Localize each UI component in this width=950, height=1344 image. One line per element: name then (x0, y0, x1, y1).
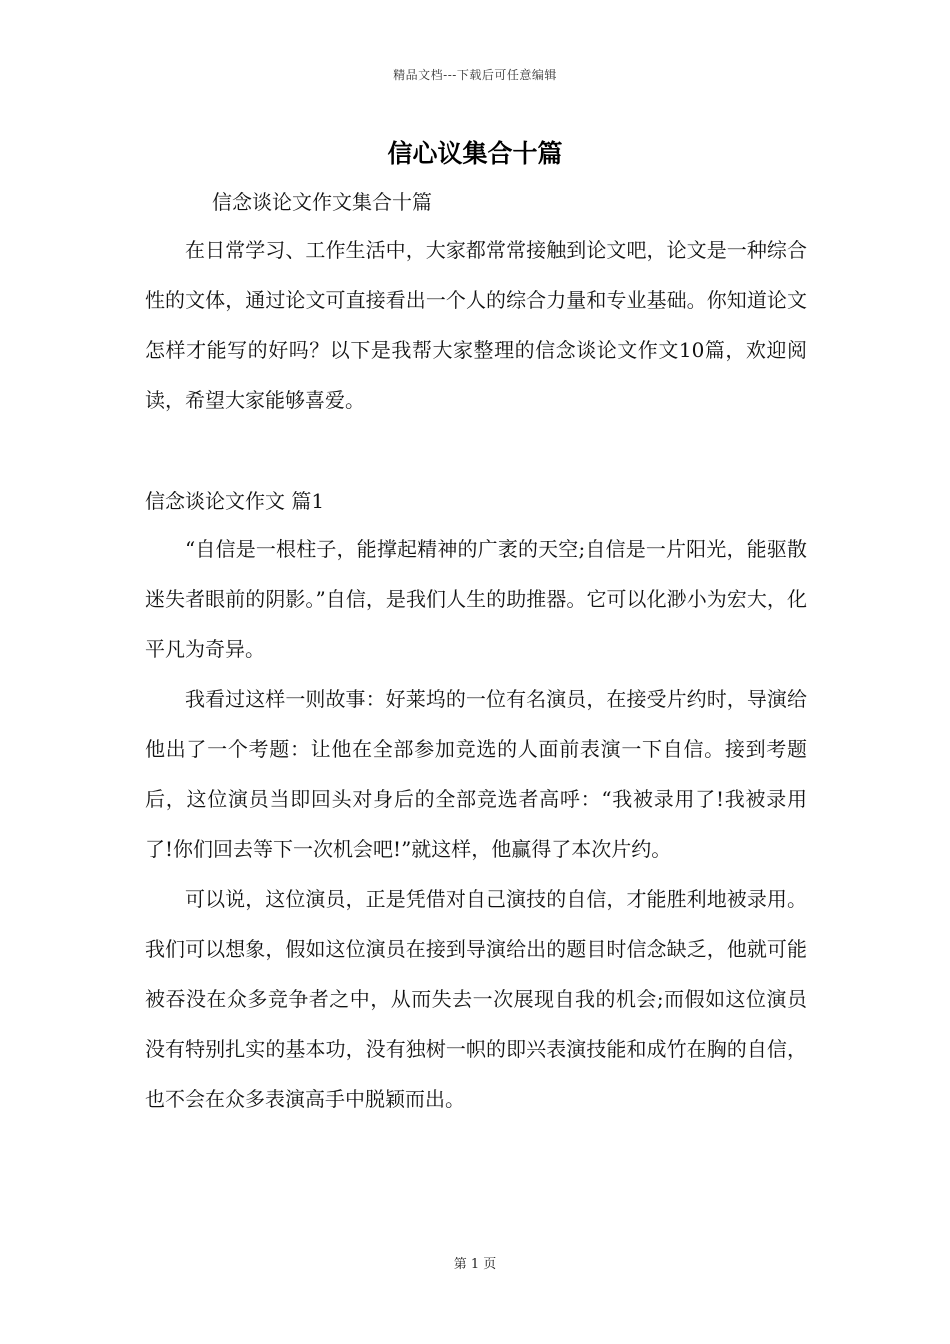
body-paragraph-1: “自信是一根柱子，能撑起精神的广袤的天空;自信是一片阳光，能驱散迷失者眼前的阴影。”自信，是我们人生的助推器。它可以化渺小为宏大，化平凡为奇异。 (145, 537, 807, 661)
document-title: 信心议集合十篇 (387, 139, 563, 168)
page-number: 第 1 页 (453, 1257, 497, 1272)
body-text (145, 524, 807, 1124)
intro-paragraph: 在日常学习、工作生活中，大家都常常接触到论文吧，论文是一种综合性的文体，通过论文可直接看出一个人的综合力量和专业基础。你知道论文怎样才能写的好吗？以下是我帮大家整理的信念谈论文作文10篇，欢迎阅读，希望大家能够喜爱。 (145, 238, 807, 412)
document-subtitle: 信念谈论文作文集合十篇 (212, 190, 432, 214)
page-header: 精品文档---下载后可任意编辑 (393, 68, 557, 82)
body-paragraph-3: 可以说，这位演员，正是凭借对自己演技的自信，才能胜利地被录用。我们可以想象，假如这位演员在接到导演给出的题目时信念缺乏，他就可能被吞没在众多竞争者之中，从而失去一次展现自我的机会;而假如这位演员没有特别扎实的基本功，没有独树一帜的即兴表演技能和成竹在胸的自信，也不会在众多表演高手中脱颖而出。 (145, 887, 807, 1111)
body-paragraph-2: 我看过这样一则故事：好莱坞的一位有名演员，在接受片约时，导演给他出了一个考题：让他在全部参加竞选的人面前表演一下自信。接到考题后，这位演员当即回头对身后的全部竞选者高呼：“我被录用了!我被录用了!你们回去等下一次机会吧!”就这样，他赢得了本次片约。 (145, 687, 807, 861)
intro-block (145, 225, 807, 425)
section-title: 信念谈论文作文 篇1 (145, 489, 325, 513)
